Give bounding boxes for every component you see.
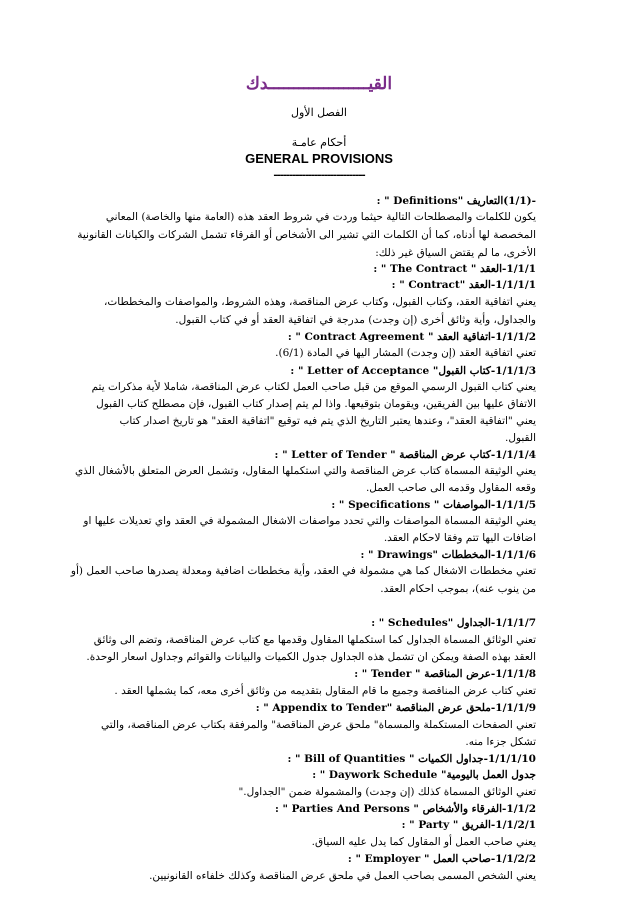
- clause-heading: 1/1/2/1-الفريق " Party " :: [401, 819, 536, 831]
- body-line: تشكل جزءا منه.: [465, 736, 536, 748]
- body-line: وقعه المقاول وقدمه الى صاحب العمل.: [365, 482, 536, 494]
- body-line: تعني مخططات الاشغال كما هي مشمولة في العقد، وأية مخططات اضافية ومعدلة يصدرها صاحب العمل (أو: [70, 565, 536, 577]
- body-line: يعني "اتفاقية العقد"، وعندها يعتبر التاريخ الذي يتم فيه توقيع "اتفاقية العقد" هو تاريخ اصدار كتاب: [119, 415, 536, 427]
- body-line: والجداول، وأية وثائق أخرى (إن وجدت) مدرجة في اتفاقية العقد أو في كتاب القبول.: [175, 314, 536, 326]
- body-line: تعني الوثائق المسماة كذلك (إن وجدت) والمشمولة ضمن "الجداول.": [238, 786, 536, 798]
- body-line: العقد بهذه الصفة ويمكن ان تشمل هذه الجداول جدول الكميات والبيانات والقوائم وجداول اسعار الوحدة.: [86, 651, 536, 663]
- body-line: الاتفاق عليها بين الفريقين، ويقومان بتوقيعها. واذا لم يتم إصدار كتاب القبول، فإن مصطلح كتاب القبول: [96, 398, 536, 410]
- body-line: يعني الوثيقة المسماة المواصفات والتي تحدد مواصفات الاشغال المشمولة في العقد واي تعديلات عليها او: [83, 515, 536, 527]
- body-line: يعني اتفاقية العقد، وكتاب القبول، وكتاب عرض المناقصة، وهذه الشروط، والمواصفات والمخططات،: [103, 296, 536, 308]
- body-line: الأخرى، ما لم يقتض السياق غير ذلك:: [375, 247, 536, 259]
- body-line: يعني صاحب العمل أو المقاول كما يدل عليه السياق.: [311, 836, 536, 848]
- body-line: يعني الوثيقة المسماة كتاب عرض المناقصة والتي استكملها المقاول، وتشمل العرض المتعلق بالأشغال الذي: [74, 465, 536, 477]
- body-line: المخصصة لها أدناه، كما أن الكلمات التي تشير الى الأشخاص أو الفرقاء تشمل الشركات والكيانات القانونية: [77, 229, 536, 241]
- body-line: تعني الصفحات المستكملة والمسماة" ملحق عرض المناقصة" والمرفقة بكتاب عرض المناقصة، والتي: [100, 719, 536, 731]
- definitions-heading: -(1/1)التعاريف "Definitions " :: [376, 195, 536, 207]
- body-line: يعني الشخص المسمى بصاحب العمل في ملحق عرض المناقصة وكذلك خلفاءه القانونيين.: [149, 870, 536, 882]
- clause-heading: 1/1/1/2-اتفاقية العقد " Contract Agreement " :: [287, 331, 536, 343]
- section-heading-arabic: أحكام عامـة: [291, 136, 347, 149]
- clause-heading: 1/1/1/7-الجداول "Schedules " :: [371, 617, 536, 629]
- clause-heading: 1/1/1/10-جداول الكميات " Bill of Quantities " :: [287, 753, 536, 765]
- document-title: القيــــــــــــــــــــدك: [245, 74, 393, 94]
- clause-heading: 1/1/1/8-عرض المناقصة " Tender " :: [354, 668, 536, 680]
- body-line: من ينوب عنه)، بموجب احكام العقد.: [380, 583, 536, 595]
- clause-heading: 1/1/1/3-كتاب القبول" Letter of Acceptance " :: [290, 365, 536, 377]
- clause-heading: 1/1/1/9-ملحق عرض المناقصة "Appendix to Tender " :: [255, 702, 536, 714]
- section-heading-english: GENERAL PROVISIONS: [245, 151, 393, 166]
- clause-heading: 1/1/2/2-صاحب العمل " Employer " :: [347, 853, 536, 865]
- clause-heading: 1/1/1-العقد " The Contract " :: [373, 263, 536, 275]
- clause-heading: جدول العمل باليومية" Daywork Schedule " :: [312, 769, 536, 781]
- body-line: تعني كتاب عرض المناقصة وجميع ما قام المقاول بتقديمه من وثائق أخرى معه، كما يشملها العقد .: [114, 685, 536, 697]
- body-line: يكون للكلمات والمصطلحات التالية حيثما وردت في شروط العقد هذه (العامة منها والخاصة) المعاني: [105, 211, 536, 223]
- clause-heading: 1/1/1/1-العقد "Contract " :: [391, 279, 536, 291]
- clause-heading: 1/1/1/6-المخططات "Drawings " :: [360, 549, 536, 561]
- body-line: يعني كتاب القبول الرسمي الموقع من قبل صاحب العمل لكتاب عرض المناقصة، شاملا لأية مذكرات يتم: [91, 381, 536, 393]
- clause-heading: 1/1/2-الفرقاء والأشخاص " Parties And Persons " :: [275, 803, 536, 815]
- clause-heading: 1/1/1/4-كتاب عرض المناقصة " Letter of Tender " :: [274, 449, 536, 461]
- body-line: تعني الوثائق المسماة الجداول كما استكملها المقاول وقدمها مع كتاب عرض المناقصة، وتضم الى وثائق: [93, 634, 536, 646]
- heading-rule: -----------------------------: [273, 170, 365, 181]
- body-line: القبول.: [505, 432, 536, 444]
- chapter-heading: الفصل الأول: [291, 106, 347, 119]
- body-line: اضافات اليها تتم وفقا لاحكام العقد.: [383, 532, 536, 544]
- body-line: تعني اتفاقية العقد (إن وجدت) المشار اليها في المادة (6/1).: [275, 347, 536, 359]
- clause-heading: 1/1/1/5-المواصفات " Specifications " :: [331, 499, 536, 511]
